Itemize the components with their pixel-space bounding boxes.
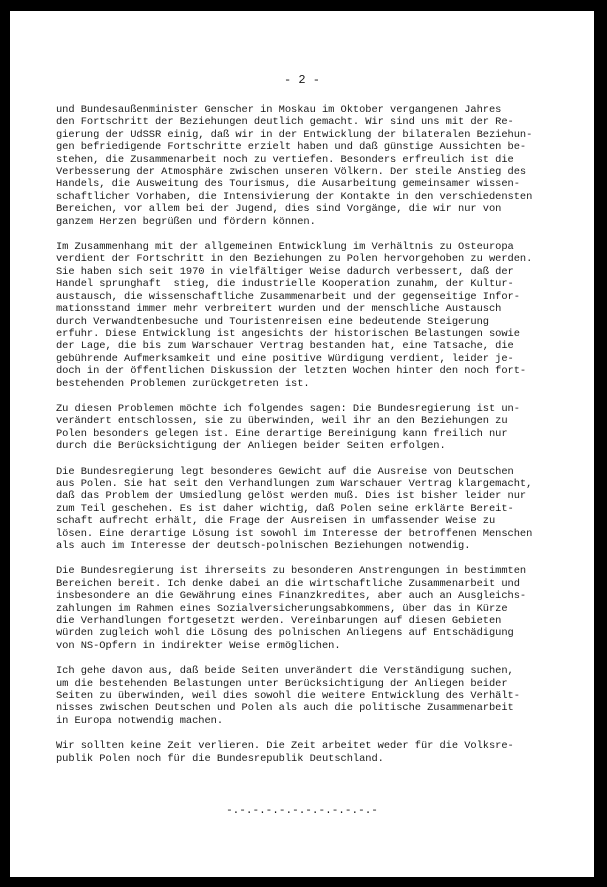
text-line: in Europa notwendig machen. xyxy=(56,714,224,727)
text-line: der Lage, die bis zum Warschauer Vertrag bestanden hat, eine Tatsache, die xyxy=(56,340,514,353)
closing-divider: -.-.-.-.-.-.-.-.-.-.-.- xyxy=(226,805,378,817)
text-line: die Verhandlungen fortgesetzt werden. Vereinbarungen auf diesen Gebieten xyxy=(56,615,502,628)
text-line: Polen besonders gelegen ist. Eine derartige Bereinigung kann freilich nur xyxy=(56,427,508,440)
text-line: verändert entschlossen, sie zu überwinden, weil ihr an den Beziehungen zu xyxy=(56,415,508,428)
text-line: Bereichen bereit. Ich denke dabei an die wirtschaftliche Zusammenarbeit und xyxy=(56,577,520,590)
document-body xyxy=(56,104,584,778)
paragraph-5 xyxy=(56,565,584,652)
text-line: Seiten zu überwinden, weil dies sowohl die weitere Entwicklung des Verhält- xyxy=(56,690,520,703)
text-line: durch die Berücksichtigung der Anliegen beider Seiten erfolgen. xyxy=(56,440,446,453)
paragraph-7 xyxy=(56,740,584,765)
text-line: zum Teil geschehen. Es ist daher wichtig, daß Polen seine erklärte Bereit- xyxy=(56,502,514,515)
text-line: gen befriedigende Fortschritte erzielt haben und daß günstige Aussichten be- xyxy=(56,141,527,154)
paragraph-4 xyxy=(56,466,584,553)
text-line: als auch im Interesse der deutsch-polnischen Beziehungen notwendig. xyxy=(56,540,471,552)
text-line: durch Verwandtenbesuche und Touristenreisen eine bedeutende Steigerung xyxy=(56,315,489,328)
text-line: nisses zwischen Deutschen und Polen als auch die politische Zusammenarbeit xyxy=(56,702,514,715)
text-line: insbesondere an die Gewährung eines Finanzkredites, aber auch an Ausgleichs- xyxy=(56,590,527,603)
text-line: Handel sprunghaft stieg, die industrielle Kooperation zunahm, der Kultur- xyxy=(56,278,514,291)
text-line: würden zugleich wohl die Lösung des polnischen Anliegens auf Entschädigung xyxy=(56,627,514,640)
text-line: gebührende Aufmerksamkeit und eine positive Würdigung verdient, leider je- xyxy=(56,352,514,365)
text-line: Sie haben sich seit 1970 in vielfältiger Weise dadurch verbessert, daß der xyxy=(56,265,514,278)
text-line: schaftlicher Vorhaben, die Intensivierung der Kontakte in den verschiedensten xyxy=(56,190,533,203)
text-line: Die Bundesregierung legt besonderes Gewicht auf die Ausreise von Deutschen xyxy=(56,465,514,478)
text-line: schaft aufrecht erhält, die Frage der Ausreisen in umfassender Weise zu xyxy=(56,515,496,528)
text-line: Handels, die Ausweitung des Tourismus, die Ausarbeitung gemeinsamer wissen- xyxy=(56,178,520,191)
text-line: austausch, die wissenschaftliche Zusammenarbeit und der gegenseitige Infor- xyxy=(56,290,520,303)
text-line: gierung der UdSSR einig, daß wir in der Entwicklung der bilateralen Beziehun- xyxy=(56,128,533,141)
text-line: lösen. Eine derartige Lösung ist sowohl im Interesse der betroffenen Menschen xyxy=(56,527,533,540)
text-line: ganzem Herzen begrüßen und fördern können. xyxy=(56,215,316,228)
text-line: Ich gehe davon aus, daß beide Seiten unverändert die Verständigung suchen, xyxy=(56,665,514,678)
text-line: den Fortschritt der Beziehungen deutlich gemacht. Wir sind uns mit der Re- xyxy=(56,116,514,129)
text-line: Zu diesen Problemen möchte ich folgendes sagen: Die Bundesregierung ist un- xyxy=(56,402,520,415)
text-line: verdient der Fortschritt in den Beziehungen zu Polen hervorgehoben zu werden. xyxy=(56,253,533,266)
text-line: Bereichen, vor allem bei der Jugend, dies sind Vorgänge, die wir nur von xyxy=(56,203,502,216)
text-line: aus Polen. Sie hat seit den Verhandlungen zum Warschauer Vertrag klargemacht, xyxy=(56,477,533,490)
document-page xyxy=(10,11,594,877)
text-line: daß das Problem der Umsiedlung gelöst werden muß. Dies ist bisher leider nur xyxy=(56,490,527,503)
paragraph-6 xyxy=(56,665,584,727)
text-line: doch in der öffentlichen Diskussion der letzten Wochen hinter den noch fort- xyxy=(56,365,527,378)
paragraph-3 xyxy=(56,403,584,453)
text-line: mationsstand immer mehr verbreitert wurden und der menschliche Austausch xyxy=(56,303,502,316)
text-line: Die Bundesregierung ist ihrerseits zu besonderen Anstrengungen in bestimmten xyxy=(56,565,527,578)
text-line: um die bestehenden Belastungen unter Berücksichtigung der Anliegen beider xyxy=(56,677,508,690)
text-line: stehen, die Zusammenarbeit noch zu vertiefen. Besonders erfreulich ist die xyxy=(56,153,514,166)
page-number: - 2 - xyxy=(283,73,320,87)
text-line: Verbesserung der Atmosphäre zwischen unseren Völkern. Der steile Anstieg des xyxy=(56,166,527,179)
text-line: von NS-Opfern in indirekter Weise ermöglichen. xyxy=(56,639,341,652)
paragraph-1 xyxy=(56,104,584,228)
text-line: und Bundesaußenminister Genscher in Moskau im Oktober vergangenen Jahres xyxy=(56,104,502,116)
text-line: bestehenden Problemen zurückgetreten ist. xyxy=(56,377,310,390)
text-line: erfuhr. Diese Entwicklung ist angesichts der historischen Belastungen sowie xyxy=(56,327,520,340)
text-line: publik Polen noch für die Bundesrepublik Deutschland. xyxy=(56,752,384,765)
text-line: zahlungen im Rahmen eines Sozialversicherungsabkommens, über das in Kürze xyxy=(56,602,508,615)
text-line: Im Zusammenhang mit der allgemeinen Entwicklung im Verhältnis zu Osteuropa xyxy=(56,241,514,254)
text-line: Wir sollten keine Zeit verlieren. Die Zeit arbeitet weder für die Volksre- xyxy=(56,740,514,753)
paragraph-2 xyxy=(56,241,584,390)
